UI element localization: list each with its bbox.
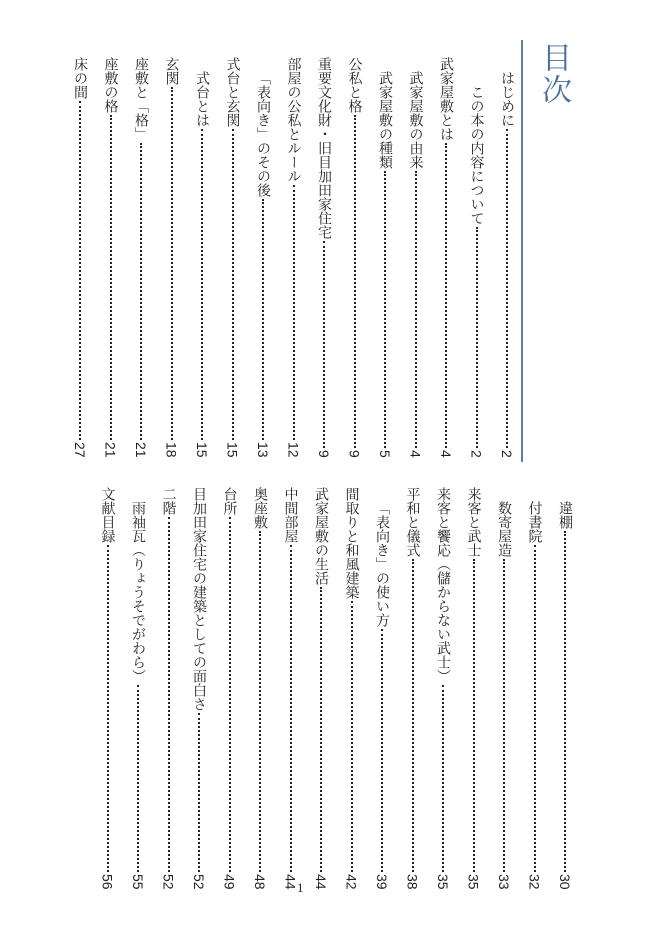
dot-leader [473,559,475,872]
dot-leader [564,531,566,872]
toc-entry[interactable] [340,57,370,458]
toc-entry-label: 座敷の格 [102,57,119,113]
toc-entry-label: 式台とは [194,71,210,127]
toc-entry-label: 二階 [160,487,177,515]
dot-leader [384,171,386,448]
toc-entry-page: 9 [346,450,363,458]
toc-entry-page: 9 [316,450,332,458]
toc-entry-label: 雨袖瓦（りょうそでがわら） [130,501,146,683]
toc-entry-page: 30 [557,874,573,890]
toc-entry-label: 数寄屋造 [496,501,512,557]
toc-entry-page: 18 [163,442,180,458]
toc-entry-label: 台所 [221,487,238,515]
toc-entry-page: 21 [102,442,119,458]
dot-leader [442,685,444,872]
dot-leader [412,559,414,872]
toc-entry-page: 48 [252,874,268,890]
dot-leader [110,115,112,440]
toc-entry-label: 文献目録 [99,487,116,543]
toc-entry[interactable] [367,501,397,890]
dot-leader [381,629,383,872]
toc-entry-label: 違棚 [557,501,573,529]
toc-entry-label: 来客と武士 [465,487,482,557]
toc-entry[interactable] [401,71,431,458]
toc-entry-page: 44 [282,874,299,890]
toc-entry-page: 2 [499,450,515,458]
toc-entry-page: 33 [496,874,512,890]
dot-leader [354,115,356,448]
toc-entry[interactable] [431,57,461,458]
toc-entry[interactable] [276,487,306,890]
toc-entry[interactable] [398,487,428,890]
dot-leader [140,143,142,440]
toc-entry-page: 44 [313,874,329,890]
toc-entry-label: はじめに [499,71,515,127]
toc-entry[interactable] [550,501,580,890]
toc-entry[interactable] [279,57,309,458]
toc-entry-page: 35 [435,874,451,890]
toc-entry-label: 平和と儀式 [404,487,421,557]
dot-leader [171,87,173,440]
toc-entry-page: 13 [255,442,271,458]
toc-entry-page: 15 [224,442,241,458]
toc-entry-label: 玄関 [163,57,180,85]
toc-entry-label: この本の内容について [468,85,485,225]
toc-entry-label: 床の間 [72,57,88,99]
dot-leader [476,227,478,448]
dot-leader [262,199,264,440]
toc-entry-page: 39 [374,874,390,890]
dot-leader [201,129,203,440]
toc-entry-page: 5 [377,450,393,458]
toc-entry[interactable] [520,501,550,890]
toc-entry-page: 12 [285,442,302,458]
toc-entry[interactable] [215,487,245,890]
dot-leader [198,713,200,872]
toc-entry-page: 35 [465,874,482,890]
dot-leader [290,545,292,872]
toc-entry-label: 武家屋敷とは [438,57,454,141]
toc-entry-page: 55 [130,874,146,890]
toc-entry-page: 32 [526,874,543,890]
toc-entry[interactable] [187,71,217,458]
dot-leader [415,171,417,448]
toc-entry[interactable] [154,487,184,890]
toc-entry[interactable] [428,487,458,890]
toc-entry-page: 15 [194,442,210,458]
toc-entry[interactable] [248,71,278,458]
toc-entry-label: 「表向き」の使い方 [374,501,390,627]
toc-entry-label: 武家屋敷の種類 [377,71,393,169]
dot-leader [232,129,234,440]
dot-leader [107,545,109,872]
dot-leader [534,545,536,872]
dot-leader [229,517,231,872]
toc-entry-page: 49 [221,874,238,890]
toc-entry[interactable] [309,57,339,458]
toc-entry[interactable] [462,85,492,458]
toc-entry-page: 2 [468,450,485,458]
toc-entry-label: 重要文化財・旧目加田家住宅 [316,57,332,239]
toc-entry-label: 式台と玄関 [224,57,241,127]
dot-leader [445,143,447,448]
toc-entry-page: 38 [404,874,421,890]
toc-entry-label: 来客と饗応（儲からない武士） [435,487,451,683]
toc-entry[interactable] [337,487,367,890]
dot-leader [320,587,322,872]
toc-entry-label: 部屋の公私とルール [285,57,302,183]
dot-leader [168,517,170,872]
toc-entry[interactable] [126,57,156,458]
toc-entry-page: 42 [343,874,360,890]
toc-entry-label: 奥座敷 [252,487,268,529]
dot-leader [323,241,325,448]
toc-entry-label: 間取りと和風建築 [343,487,360,599]
dot-leader [137,685,139,872]
toc-entry-page: 4 [407,450,424,458]
toc-entry-page: 21 [133,442,149,458]
toc-entry-label: 付書院 [526,501,543,543]
toc-entry[interactable] [123,501,153,890]
toc-entry-label: 目加田家住宅の建築としての面白さ [191,487,207,711]
toc-entry-label: 公私と格 [346,57,363,113]
toc-entry-label: 武家屋敷の由来 [407,71,424,169]
toc-entry[interactable] [492,71,522,458]
toc-entry[interactable] [65,57,95,458]
toc-entry[interactable] [93,487,123,890]
toc-entry-label: 座敷と「格」 [133,57,149,141]
toc-entry-page: 27 [72,442,88,458]
toc-entry[interactable] [370,71,400,458]
toc-entry[interactable] [218,57,248,458]
toc-entry-page: 52 [160,874,177,890]
toc-entry-label: 中間部屋 [282,487,299,543]
toc-entry[interactable] [96,57,126,458]
toc-entry[interactable] [306,487,336,890]
dot-leader [259,531,261,872]
toc-entry-page: 4 [438,450,454,458]
dot-leader [506,129,508,448]
dot-leader [293,185,295,440]
dot-leader [503,559,505,872]
toc-entry[interactable] [157,57,187,458]
dot-leader [351,601,353,872]
toc-entry-page: 52 [191,874,207,890]
dot-leader [79,101,81,440]
page-title: 目次 [536,42,571,106]
toc-entry[interactable] [184,487,214,890]
toc-entry[interactable] [459,487,489,890]
page-number: 1 [297,880,304,895]
toc-entry-label: 武家屋敷の生活 [313,487,329,585]
toc-entry[interactable] [245,487,275,890]
toc-entry-page: 56 [99,874,116,890]
toc-entry[interactable] [489,501,519,890]
toc-entry-label: 「表向き」のその後 [255,71,271,197]
